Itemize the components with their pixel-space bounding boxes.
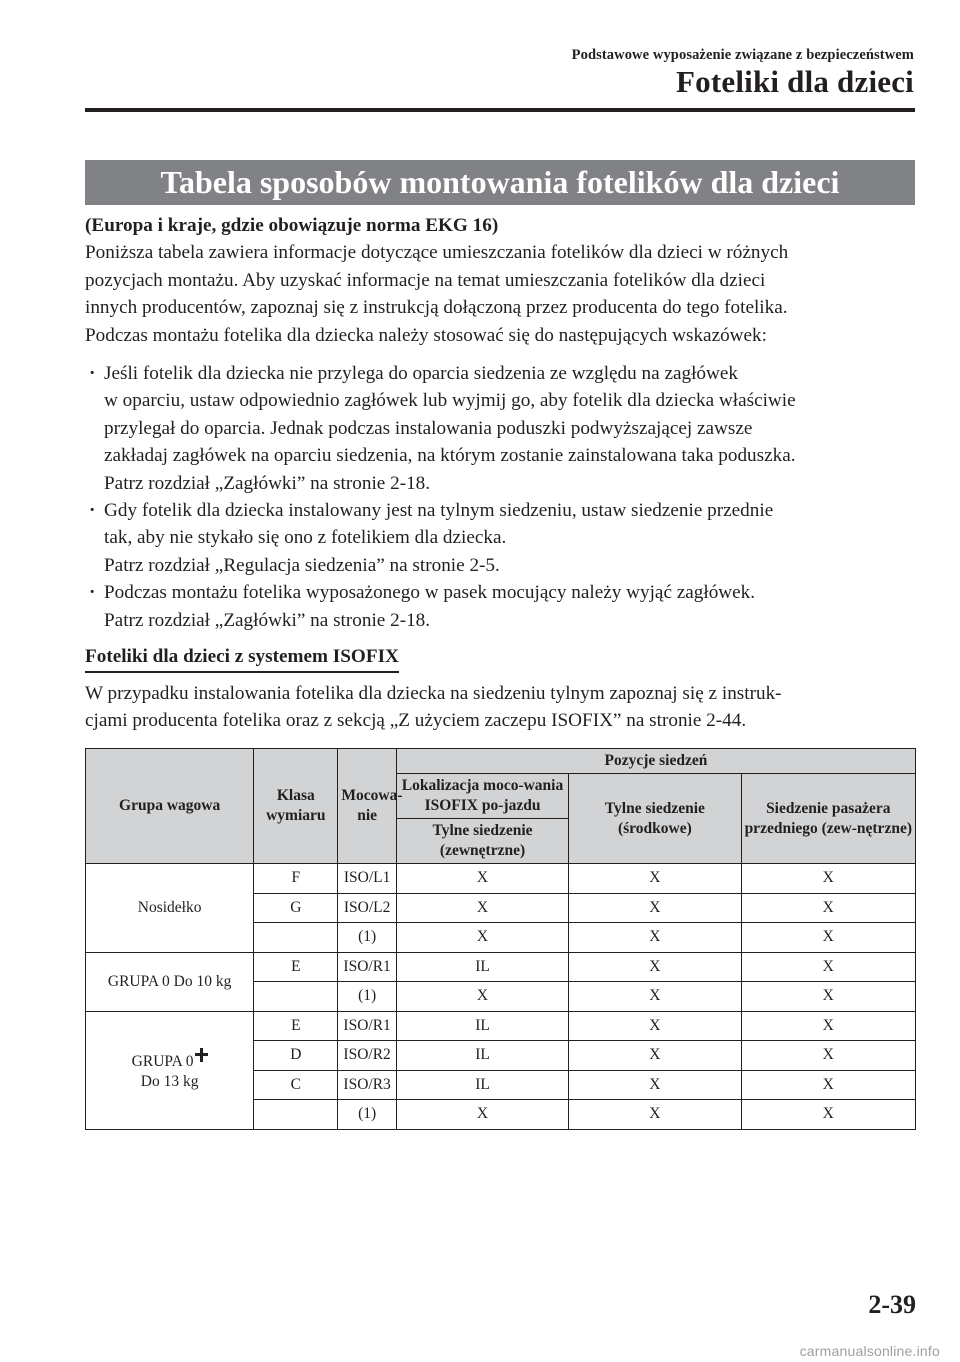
size-class-cell: E xyxy=(254,952,338,982)
table-row xyxy=(86,952,916,982)
bullet-list xyxy=(85,360,917,634)
rear-outboard-cell: X xyxy=(396,1100,568,1130)
rear-outboard-cell: IL xyxy=(396,1011,568,1041)
bullet-line: Patrz rozdział „Zagłówki” na stronie 2-18. xyxy=(104,472,431,494)
isofix-heading: Foteliki dla dzieci z systemem ISOFIX xyxy=(85,644,399,673)
rear-outboard-cell: X xyxy=(396,982,568,1012)
group-cell xyxy=(86,1011,254,1129)
front-passenger-cell: X xyxy=(741,864,915,894)
fixture-cell: (1) xyxy=(338,1100,396,1130)
intro-line: Poniższa tabela zawiera informacje dotyczące umieszczania fotelików dla dzieci w różnych xyxy=(85,242,789,264)
size-class-cell xyxy=(254,1100,338,1130)
size-class-cell: E xyxy=(254,1011,338,1041)
size-class-cell: G xyxy=(254,893,338,923)
header-rear-outboard: Tylne siedzenie (zewnętrzne) xyxy=(396,819,568,864)
bullet-item xyxy=(85,360,917,497)
size-class-cell: C xyxy=(254,1070,338,1100)
bullet-line: Gdy fotelik dla dziecka instalowany jest na tylnym siedzeniu, ustaw siedzenie przednie xyxy=(104,500,774,522)
bullet-line: Jeśli fotelik dla dziecka nie przylega do oparcia siedzenia ze względu na zagłówek xyxy=(104,363,738,384)
fixture-cell: ISO/L1 xyxy=(338,864,396,894)
intro-line: pozycjach montażu. Aby uzyskać informacje na temat umieszczania fotelików dla dzieci xyxy=(85,269,766,291)
bullet-line: Patrz rozdział „Regulacja siedzenia” na stronie 2-5. xyxy=(104,554,500,576)
fixture-cell: ISO/L2 xyxy=(338,893,396,923)
header-rear-center: Tylne siedzenie (środkowe) xyxy=(569,774,741,864)
rear-center-cell: X xyxy=(569,1041,741,1071)
size-class-cell xyxy=(254,982,338,1012)
section-title-banner: Tabela sposobów montowania fotelików dla dzieci xyxy=(85,160,915,205)
bullet-line: przylegał do oparcia. Jednak podczas instalowania poduszki podwyższającej zawsze xyxy=(104,417,753,439)
front-passenger-cell: X xyxy=(741,923,915,953)
rear-center-cell: X xyxy=(569,952,741,982)
rear-center-cell: X xyxy=(569,923,741,953)
rear-outboard-cell: IL xyxy=(396,1070,568,1100)
fixture-cell: (1) xyxy=(338,923,396,953)
group-name: GRUPA 0 xyxy=(131,1053,194,1070)
header-front-passenger: Siedzenie pasażera przedniego (zew-nętrzne) xyxy=(741,774,915,864)
fixture-cell: ISO/R2 xyxy=(338,1041,396,1071)
front-passenger-cell: X xyxy=(741,893,915,923)
bullet-line: tak, aby nie stykało się ono z fotelikiem dla dziecka. xyxy=(104,527,507,549)
group-name-line: Do 13 kg xyxy=(140,1073,199,1090)
fixture-cell: ISO/R1 xyxy=(338,952,396,982)
size-class-cell: D xyxy=(254,1041,338,1071)
bullet-dot: · xyxy=(89,363,96,384)
fixture-cell: ISO/R1 xyxy=(338,1011,396,1041)
isofix-seat-table xyxy=(85,748,916,1130)
site-watermark: carmanualsonline.info xyxy=(799,1343,940,1359)
section-subtitle: (Europa i kraje, gdzie obowiązuje norma EKG 16) xyxy=(85,215,499,236)
front-passenger-cell: X xyxy=(741,1100,915,1130)
rear-center-cell: X xyxy=(569,1070,741,1100)
fixture-cell: (1) xyxy=(338,982,396,1012)
plus-icon xyxy=(195,1048,208,1062)
size-class-cell: F xyxy=(254,864,338,894)
front-passenger-cell: X xyxy=(741,1070,915,1100)
rear-center-cell: X xyxy=(569,864,741,894)
rear-center-cell: X xyxy=(569,1100,741,1130)
intro-line: Podczas montażu fotelika dla dziecka należy stosować się do następujących wskazówek: xyxy=(85,324,767,346)
header-seat-positions: Pozycje siedzeń xyxy=(396,749,915,774)
group-name-line xyxy=(89,1048,250,1072)
bullet-line: Podczas montażu fotelika wyposażonego w pasek mocujący należy wyjąć zagłówek. xyxy=(104,582,756,604)
group-cell: Nosidełko xyxy=(86,864,254,953)
rear-outboard-cell: X xyxy=(396,893,568,923)
rear-center-cell: X xyxy=(569,982,741,1012)
bullet-dot: · xyxy=(89,582,96,604)
header-fixture: Mocowa-nie xyxy=(338,749,396,864)
isofix-line: W przypadku instalowania fotelika dla dziecka na siedzeniu tylnym zapoznaj się z instruk- xyxy=(85,683,782,704)
bullet-line: zakładaj zagłówek na oparciu siedzenia, na którym zostanie zainstalowana taka poduszka. xyxy=(104,445,796,467)
intro-block xyxy=(85,212,917,349)
bullet-item xyxy=(85,497,917,579)
bullet-dot: · xyxy=(89,500,96,522)
bullet-item xyxy=(85,579,917,634)
rear-outboard-cell: IL xyxy=(396,1041,568,1071)
front-passenger-cell: X xyxy=(741,982,915,1012)
rear-center-cell: X xyxy=(569,1011,741,1041)
page-number: 2-39 xyxy=(868,1290,916,1319)
fixture-cell: ISO/R3 xyxy=(338,1070,396,1100)
rear-outboard-cell: X xyxy=(396,864,568,894)
size-class-cell xyxy=(254,923,338,953)
rear-center-cell: X xyxy=(569,893,741,923)
rear-outboard-cell: X xyxy=(396,923,568,953)
running-header-title: Foteliki dla dzieci xyxy=(676,64,914,99)
isofix-line: cjami producenta fotelika oraz z sekcją „Z użyciem zaczepu ISOFIX” na stronie 2-44. xyxy=(85,710,747,732)
front-passenger-cell: X xyxy=(741,1011,915,1041)
bullet-line: Patrz rozdział „Zagłówki” na stronie 2-18. xyxy=(104,609,431,631)
running-header-subtitle: Podstawowe wyposażenie związane z bezpieczeństwem xyxy=(571,47,914,63)
header-divider xyxy=(85,108,915,112)
header-isofix-location: Lokalizacja moco-wania ISOFIX po-jazdu xyxy=(396,774,568,819)
front-passenger-cell: X xyxy=(741,952,915,982)
front-passenger-cell: X xyxy=(741,1041,915,1071)
header-size-class: Klasa wymiaru xyxy=(254,749,338,864)
bullet-line: w oparciu, ustaw odpowiednio zagłówek lub wyjmij go, aby fotelik dla dziecka właściwie xyxy=(104,390,796,412)
header-weight-group: Grupa wagowa xyxy=(86,749,254,864)
group-cell: GRUPA 0 Do 10 kg xyxy=(86,952,254,1011)
isofix-paragraph xyxy=(85,680,917,735)
table-row xyxy=(86,864,916,894)
intro-line: innych producentów, zapoznaj się z instrukcją dołączoną przez producenta do tego fotelika. xyxy=(85,297,788,319)
rear-outboard-cell: IL xyxy=(396,952,568,982)
table-row xyxy=(86,1011,916,1041)
